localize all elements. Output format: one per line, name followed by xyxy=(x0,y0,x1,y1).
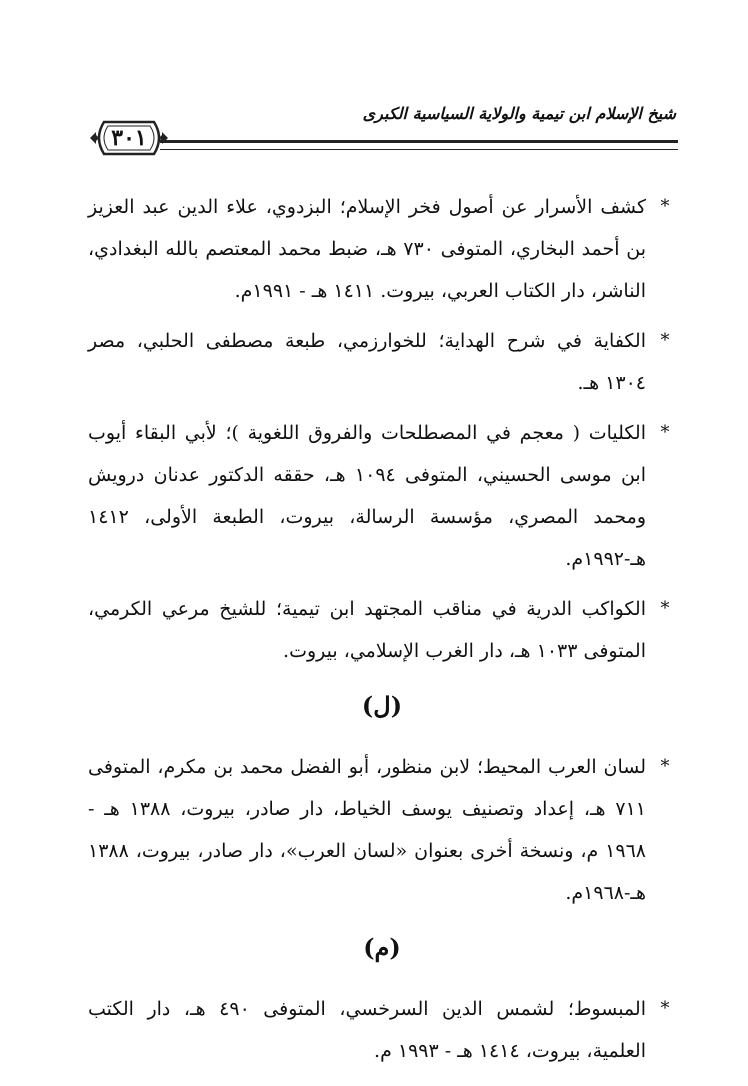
section-heading-mim: (م) xyxy=(363,933,401,962)
entry-text: الكفاية في شرح الهداية؛ للخوارزمي، طبعة مصطفى الحلبي، مصر ١٣٠٤ هـ. xyxy=(88,330,646,394)
asterisk-bullet-icon: * xyxy=(660,330,670,351)
entry-text: الكليات ( معجم في المصطلحات والفروق اللغوية )؛ لأبي البقاء أيوب ابن موسى الحسيني، المتوفى ١٠٩٤ هـ، حققه الدكتور عدنان درويش ومحمد المصري، مؤسسة الرسالة، بيروت، الطبعة الأولى، ١٤١٢ هـ-١٩٩٢م. xyxy=(88,422,646,570)
entry-text: لسان العرب المحيط؛ لابن منظور، أبو الفضل محمد بن مكرم، المتوفى ٧١١ هـ، إعداد وتصنيف يوسف الخياط، دار صادر، بيروت، ١٣٨٨ هـ - ١٩٦٨ م، ونسخة أخرى بعنوان «لسان العرب»، دار صادر، بيروت، ١٣٨٨ هـ-١٩٦٨م. xyxy=(88,756,646,904)
bibliography-entry xyxy=(88,186,676,312)
bibliography-entry xyxy=(88,320,676,404)
bibliography-entry xyxy=(88,988,676,1072)
asterisk-bullet-icon: * xyxy=(660,756,670,777)
asterisk-bullet-icon: * xyxy=(660,422,670,443)
bibliography-entry xyxy=(88,588,676,672)
entry-text: الكواكب الدرية في مناقب المجتهد ابن تيمية؛ للشيخ مرعي الكرمي، المتوفى ١٠٣٣ هـ، دار الغرب الإسلامي، بيروت. xyxy=(88,598,646,662)
bibliography-entry xyxy=(88,746,676,914)
page-number: ٣٠١ xyxy=(111,125,147,151)
asterisk-bullet-icon: * xyxy=(660,998,670,1019)
header-rule xyxy=(160,140,678,150)
asterisk-bullet-icon: * xyxy=(660,196,670,217)
running-title: شيخ الإسلام ابن تيمية والولاية السياسية الكبرى xyxy=(362,104,676,123)
page-number-ornament xyxy=(90,116,168,160)
bibliography-content xyxy=(88,186,676,1080)
section-heading-lam: (ل) xyxy=(361,691,403,720)
entry-text: كشف الأسرار عن أصول فخر الإسلام؛ البزدوي، علاء الدين عبد العزيز بن أحمد البخاري، المتوفى ٧٣٠ هـ، ضبط محمد المعتصم بالله البغدادي، الناشر، دار الكتاب العربي، بيروت. ١٤١١ هـ - ١٩٩١م. xyxy=(88,196,646,302)
bibliography-entry xyxy=(88,412,676,580)
asterisk-bullet-icon: * xyxy=(660,598,670,619)
entry-text: المبسوط؛ لشمس الدين السرخسي، المتوفى ٤٩٠ هـ، دار الكتب العلمية، بيروت، ١٤١٤ هـ - ١٩٩٣ م. xyxy=(88,998,646,1062)
